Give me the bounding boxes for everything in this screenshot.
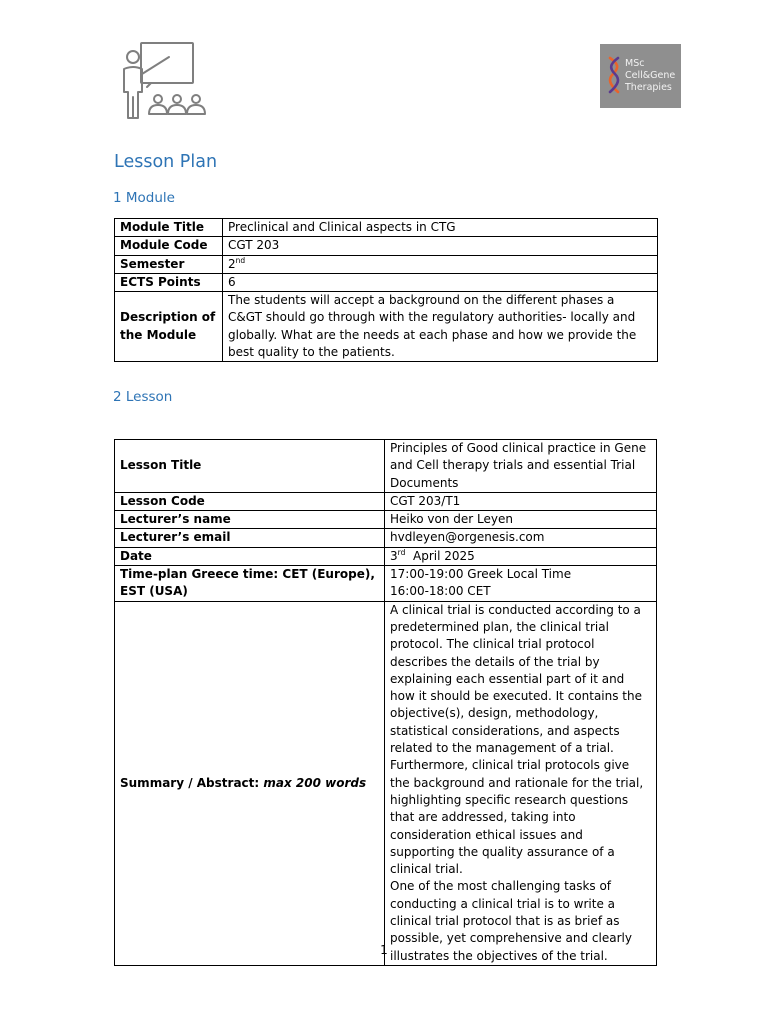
table-row: [115, 601, 657, 965]
summary-label-cell: [115, 601, 385, 965]
table-row: [115, 511, 657, 529]
table-row: [115, 440, 657, 493]
module-title-label: Module Title: [115, 219, 223, 237]
lesson-code-label: Lesson Code: [115, 492, 385, 510]
module-code-value: CGT 203: [223, 237, 658, 255]
ects-points-label: ECTS Points: [115, 273, 223, 291]
lecturer-email-label: Lecturer’s email: [115, 529, 385, 547]
lesson-table: [114, 439, 657, 966]
table-row: [115, 273, 658, 291]
date-ordinal-suffix: rd: [397, 547, 406, 557]
table-row: [115, 529, 657, 547]
table-row: [115, 547, 657, 565]
logo-line-2: Cell&Gene: [625, 70, 676, 81]
semester-label: Semester: [115, 255, 223, 273]
lesson-title-label: Lesson Title: [115, 440, 385, 493]
presentation-teacher-icon: [116, 40, 208, 122]
table-row: [115, 492, 657, 510]
time-plan-value: 17:00-19:00 Greek Local Time 16:00-18:00 CET: [385, 566, 657, 602]
date-day: 3: [390, 548, 398, 563]
module-title-value: Preclinical and Clinical aspects in CTG: [223, 219, 658, 237]
logo-line-3: Therapies: [625, 82, 672, 93]
table-row: [115, 255, 658, 273]
time-plan-label: Time-plan Greece time: CET (Europe), EST (USA): [115, 566, 385, 602]
date-value-cell: [385, 547, 657, 565]
module-section-heading: 1 Module: [113, 190, 175, 206]
semester-value: 2: [228, 256, 236, 271]
semester-value-cell: [223, 255, 658, 273]
summary-value: A clinical trial is conducted according to a predetermined plan, the clinical trial protocol. The clinical trial protocol describes the details of the trial by explaining each essential part of it and how it should be executed. It contains the objective(s), design, methodology, statistical considerations, and aspects related to the management of a trial. Furthermore, clinical trial protocols give the background and rationale for the trial, highlighting specific research questions that are addressed, taking into consideration ethical issues and supporting the quality assurance of a clinical trial. One of the most challenging tasks of conducting a clinical trial is to write a clinical trial protocol that is as brief as possible, yet comprehensive and clearly illustrates the objectives of the trial.: [385, 601, 657, 965]
table-row: [115, 237, 658, 255]
msc-cell-gene-therapies-logo: [600, 44, 681, 108]
table-row: [115, 566, 657, 602]
summary-label: Summary / Abstract:: [120, 775, 264, 790]
ects-points-value: 6: [223, 273, 658, 291]
table-row: [115, 292, 658, 362]
table-row: [115, 219, 658, 237]
module-description-value: The students will accept a background on the different phases a C&GT should go through with the regulatory authorities- locally and globally. What are the needs at each phase and how we provide the best quality to the patients.: [223, 292, 658, 362]
summary-word-limit-note: max 200 words: [263, 775, 367, 790]
lesson-section-heading: 2 Lesson: [113, 389, 173, 405]
module-table: [114, 218, 658, 362]
date-month-year: April 2025: [405, 548, 475, 563]
module-code-label: Module Code: [115, 237, 223, 255]
lesson-code-value: CGT 203/T1: [385, 492, 657, 510]
lecturer-name-value: Heiko von der Leyen: [385, 511, 657, 529]
page-number: 1: [380, 943, 388, 957]
logo-text: [625, 58, 675, 94]
module-description-label: Description of the Module: [115, 292, 223, 362]
lesson-title-value: Principles of Good clinical practice in Gene and Cell therapy trials and essential Trial Documents: [385, 440, 657, 493]
lecturer-name-label: Lecturer’s name: [115, 511, 385, 529]
dna-helix-icon: [607, 56, 621, 94]
lecturer-email-value: hvdleyen@orgenesis.com: [385, 529, 657, 547]
semester-ordinal-suffix: nd: [235, 255, 246, 265]
logo-line-1: MSc: [625, 58, 645, 69]
date-label: Date: [115, 547, 385, 565]
document-title: Lesson Plan: [114, 152, 218, 172]
